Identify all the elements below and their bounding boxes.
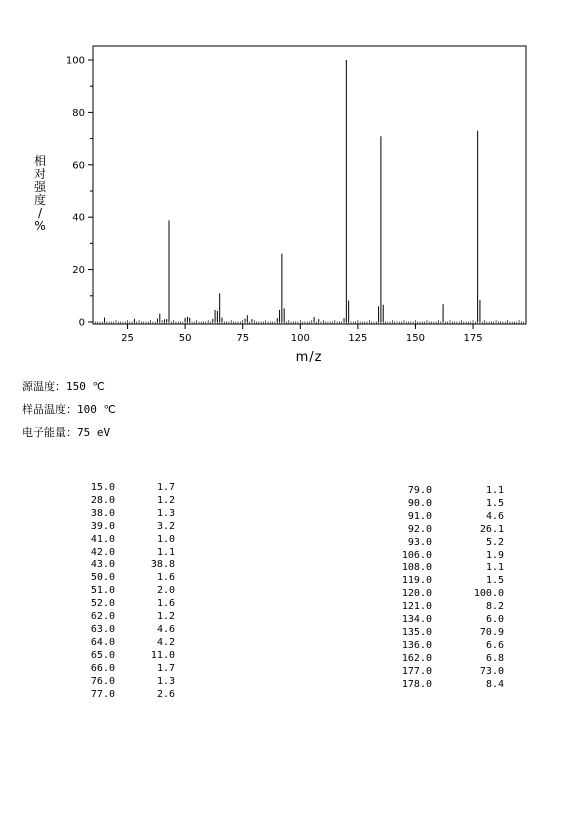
peak-abundance: 11.0: [150, 649, 175, 661]
peak-mz: 38.0: [90, 507, 115, 519]
peak-row: [400, 562, 504, 575]
peak-row: [83, 585, 175, 598]
sample-temperature: [22, 403, 116, 417]
mass-spectrum-chart: [0, 0, 570, 370]
peak-mz: 106.0: [401, 549, 432, 561]
peak-mz: 134.0: [401, 614, 432, 626]
peak-mz: 50.0: [90, 572, 115, 584]
peak-row: [400, 524, 504, 537]
y-tick-label: 100: [65, 55, 85, 67]
peak-abundance: 1.7: [156, 482, 175, 493]
y-tick-label: 0: [78, 317, 85, 329]
y-axis-label-char: /: [37, 206, 43, 220]
peak-row: [83, 508, 175, 521]
peak-mz: 79.0: [407, 485, 432, 496]
y-tick-label: 20: [72, 265, 85, 277]
peak-abundance: 73.0: [479, 665, 504, 677]
x-tick-label: 75: [236, 333, 250, 344]
peak-row: [83, 559, 175, 572]
peak-row: [400, 601, 504, 614]
peak-mz: 177.0: [401, 665, 432, 677]
x-tick-label: 150: [405, 333, 425, 344]
peak-mz: 108.0: [401, 562, 432, 574]
peak-abundance: 4.6: [485, 510, 504, 522]
y-tick-label: 60: [72, 160, 85, 172]
y-axis-label-text: [34, 153, 47, 233]
peak-mz: 178.0: [401, 678, 432, 690]
peak-abundance: 4.2: [156, 636, 175, 648]
y-axis-label-char: 强: [33, 180, 47, 194]
y-axis-label: [34, 153, 47, 233]
peak-abundance: 1.6: [156, 572, 175, 584]
peak-mz: 28.0: [90, 494, 115, 506]
peak-mz: 93.0: [407, 536, 432, 548]
peak-abundance: 6.0: [485, 614, 504, 626]
peak-table-left: [83, 482, 175, 701]
peak-row: [83, 534, 175, 547]
source-temperature-value: 150 ℃: [66, 380, 105, 393]
y-axis: [66, 56, 93, 329]
peak-abundance: 8.4: [485, 678, 504, 690]
peak-abundance: 2.0: [156, 585, 175, 597]
peak-abundance: 1.5: [485, 497, 504, 509]
peak-row: [83, 572, 175, 585]
peak-mz: 51.0: [90, 585, 115, 597]
source-temperature: [22, 380, 105, 394]
peak-mz: 119.0: [401, 575, 432, 587]
y-tick-label: 40: [72, 212, 85, 224]
x-axis: [121, 324, 482, 344]
peak-abundance: 70.9: [479, 626, 504, 638]
peak-row: [83, 611, 175, 624]
peak-mz: 65.0: [90, 649, 115, 661]
x-tick-label: 175: [463, 333, 483, 344]
x-tick-label: 50: [178, 333, 192, 344]
peak-abundance: 1.1: [485, 562, 504, 574]
peak-abundance: 1.9: [485, 549, 504, 561]
y-axis-label-char: 度: [33, 193, 47, 207]
source-temperature-label: 源温度：: [22, 380, 66, 393]
peak-abundance: 1.3: [156, 507, 175, 519]
peak-abundance: 5.2: [485, 536, 504, 548]
peak-mz: 39.0: [90, 520, 115, 532]
peak-row: [400, 511, 504, 524]
x-axis-label: m/z: [295, 350, 323, 365]
peak-abundance: 26.1: [479, 523, 504, 535]
peak-row: [83, 598, 175, 611]
peak-mz: 121.0: [401, 601, 432, 613]
y-axis-label-char: 相: [33, 154, 47, 168]
peak-row: [400, 640, 504, 653]
peak-abundance: 8.2: [485, 601, 504, 613]
peak-abundance: 6.8: [485, 652, 504, 664]
peak-mz: 66.0: [90, 662, 115, 674]
peak-row: [83, 624, 175, 637]
peak-row: [400, 588, 504, 601]
peak-mz: 63.0: [90, 623, 115, 635]
peak-mz: 162.0: [401, 652, 432, 664]
peak-abundance: 1.1: [485, 485, 504, 496]
electron-energy-value: 75 eV: [77, 426, 111, 439]
peak-mz: 91.0: [407, 510, 432, 522]
peak-mz: 41.0: [90, 533, 115, 545]
peak-row: [400, 666, 504, 679]
peak-row: [400, 485, 504, 498]
electron-energy: [22, 426, 110, 440]
plot-frame: [93, 46, 526, 324]
electron-energy-label: 电子能量：: [22, 426, 77, 439]
peak-abundance: 1.0: [156, 533, 175, 545]
peak-row: [83, 650, 175, 663]
peak-mz: 15.0: [90, 482, 115, 493]
spectrum-bars: [105, 60, 480, 322]
y-axis-label-char: %: [34, 219, 46, 233]
peak-abundance: 100.0: [473, 588, 504, 600]
peak-abundance: 1.1: [156, 546, 175, 558]
x-tick-label: 100: [290, 333, 310, 344]
peak-mz: 136.0: [401, 639, 432, 651]
peak-row: [400, 614, 504, 627]
y-tick-label: 80: [72, 107, 85, 119]
peak-row: [83, 482, 175, 495]
peak-abundance: 2.6: [156, 688, 175, 700]
peak-mz: 77.0: [90, 688, 115, 700]
peak-abundance: 38.8: [150, 559, 175, 571]
peak-abundance: 1.3: [156, 675, 175, 687]
x-tick-label: 25: [121, 333, 134, 344]
peak-mz: 135.0: [401, 626, 432, 638]
peak-mz: 62.0: [90, 611, 115, 623]
peak-abundance: 1.7: [156, 662, 175, 674]
peak-mz: 120.0: [401, 588, 432, 600]
peak-row: [400, 537, 504, 550]
peak-mz: 42.0: [90, 546, 115, 558]
peak-row: [83, 521, 175, 534]
peak-row: [83, 663, 175, 676]
peak-row: [400, 550, 504, 563]
peak-mz: 43.0: [90, 559, 115, 571]
peak-row: [400, 498, 504, 511]
peak-mz: 64.0: [90, 636, 115, 648]
peak-row: [83, 637, 175, 650]
peak-row: [83, 547, 175, 560]
x-tick-label: 125: [348, 333, 368, 344]
peak-abundance: 1.2: [156, 494, 175, 506]
peak-abundance: 1.5: [485, 575, 504, 587]
peak-row: [400, 627, 504, 640]
peak-row: [83, 495, 175, 508]
peak-row: [400, 653, 504, 666]
peak-row: [83, 676, 175, 689]
peak-row: [83, 689, 175, 702]
peak-mz: 76.0: [90, 675, 115, 687]
peak-mz: 92.0: [407, 523, 432, 535]
peak-abundance: 4.6: [156, 623, 175, 635]
peak-mz: 52.0: [90, 598, 115, 610]
peak-abundance: 1.6: [156, 598, 175, 610]
sample-temperature-label: 样品温度：: [22, 403, 77, 416]
y-axis-label-char: 对: [33, 167, 47, 181]
peak-abundance: 1.2: [156, 611, 175, 623]
peak-abundance: 3.2: [156, 520, 175, 532]
sample-temperature-value: 100 ℃: [77, 403, 116, 416]
peak-row: [400, 679, 504, 692]
peak-mz: 90.0: [407, 497, 432, 509]
peak-row: [400, 575, 504, 588]
peak-abundance: 6.6: [485, 639, 504, 651]
peak-table-right: [400, 485, 504, 692]
